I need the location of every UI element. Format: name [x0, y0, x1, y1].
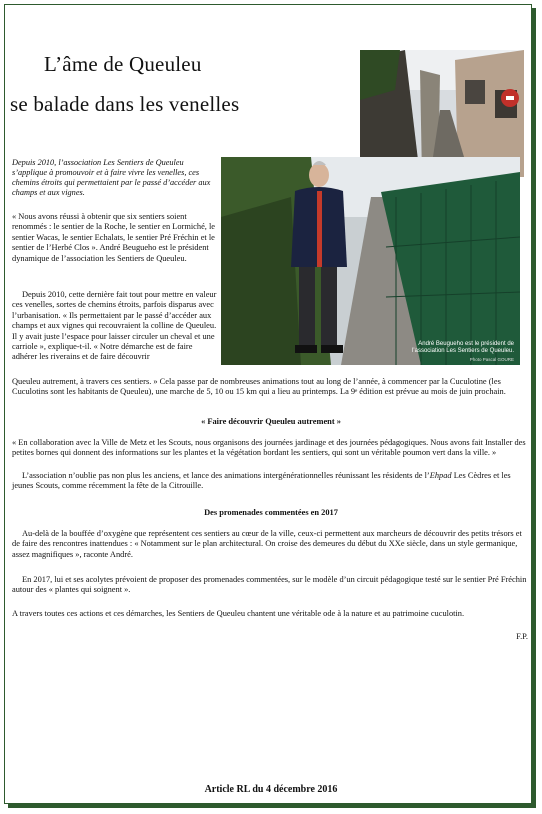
- paragraph-4: [12, 471, 530, 492]
- article-title-line2: se balade dans les venelles: [10, 92, 240, 116]
- article-paragraph: [12, 529, 530, 560]
- article-paragraph: [12, 471, 530, 492]
- paragraph-3: « En collaboration avec la Ville de Metz et les Scouts, nous organisons des journées jardinage et des journées pédagogiques. Nous avons fait Installer des petites bornes qui donnent des informations sur les plantes et la végétation bordant les sentiers, qui sont un véritable poumon vert dans la ville. »: [12, 438, 526, 458]
- paragraph-4-text: L’association n’oublie pas non plus les anciens, et lance des animations intergénérationnelles réunissant les résidents de l’: [22, 471, 430, 480]
- paragraph-5: Au-delà de la bouffée d’oxygène que représentent ces sentiers au cœur de la ville, ceux-ci permettent aux marcheurs de découvrir des petits trésors et de faire des rencontres inattendues : « Notamment sur le plan architectural. On croise des demeures du début du XXe siècle, dans un style germanique, assez magnifiques », raconte André.: [12, 529, 522, 559]
- intro-paragraph: Depuis 2010, l’association Les Sentiers de Queuleu s’applique à promouvoir et à faire vivre les venelles, ces chemins étroits qui permettaient par le passé d’accéder aux champs et aux vignes.: [12, 158, 211, 197]
- photo-president: [221, 157, 520, 365]
- section-heading: « Faire découvrir Queuleu autrement »: [201, 417, 341, 426]
- article-paragraph: [12, 609, 530, 619]
- article-paragraph: [12, 575, 530, 596]
- article-paragraph: [12, 212, 217, 264]
- paragraph-2-column: Depuis 2010, cette dernière fait tout pour mettre en valeur ces venelles, sortes de chemins étroits, parfois disparus avec l’urbanisation. « Ils permettaient par le passé d’accéder aux champs et aux vignes qui recouvraient la colline de Queuleu. Il y avait juste l’espace pour laisser circuler un cheval et une carriole », explique-t-il. « Notre démarche est de faire adhérer les riverains et de faire découvrir: [12, 290, 217, 362]
- paragraph-2-full: Queuleu autrement, à travers ces sentiers. » Cela passe par de nombreuses animations tout au long de l’année, à commencer par la Cuculotine (les Cuculotins sont les habitants de Queuleu), une marche de 5, 10 ou 15 km qui a lieu au printemps. La 9ᵉ édition est prévue au mois de juin prochain.: [12, 377, 506, 397]
- paragraph-6: En 2017, lui et ses acolytes prévoient de proposer des promenades commentées, sur le modèle d’un circuit pédagogique testé sur le sentier Pré Fréchin autour des « plantes qui soignent ».: [12, 575, 527, 595]
- photo-caption: André Beugueho est le président de l’association Les Sentiers de Queuleu.: [411, 341, 514, 354]
- article-title-line1: L’âme de Queuleu: [44, 52, 202, 76]
- paragraph-1: « Nous avons réussi à obtenir que six sentiers soient renommés : le sentier de la Roche, le sentier en Lormiché, le sentier Wacas, le sentier Echalats, le sentier Pré Fréchin et le sentier de l’Herbé Clos ». André Beugueho est le président dynamique de l’association les Sentiers de Queuleu.: [12, 212, 216, 263]
- article-paragraph: [12, 438, 530, 459]
- article-paragraph: [12, 377, 530, 398]
- paragraph-4-emphasis: Ehpad: [429, 471, 452, 480]
- photo-credit: Photo Pascal GOURE: [469, 357, 514, 362]
- article-paragraph: [12, 290, 217, 363]
- article-intro: [12, 158, 217, 198]
- section-heading: Des promenades commentées en 2017: [204, 508, 338, 517]
- paragraph-7: A travers toutes ces actions et ces démarches, les Sentiers de Queuleu chantent une véritable ode à la nature et au patrimoine cuculotin.: [12, 609, 465, 618]
- article-source: Article RL du 4 décembre 2016: [204, 784, 338, 795]
- author-signature: F.P.: [516, 632, 528, 641]
- paragraph-4-text: Les Cèdres et les jeunes Scouts, comme récemment la fête de la Citrouille.: [12, 471, 511, 491]
